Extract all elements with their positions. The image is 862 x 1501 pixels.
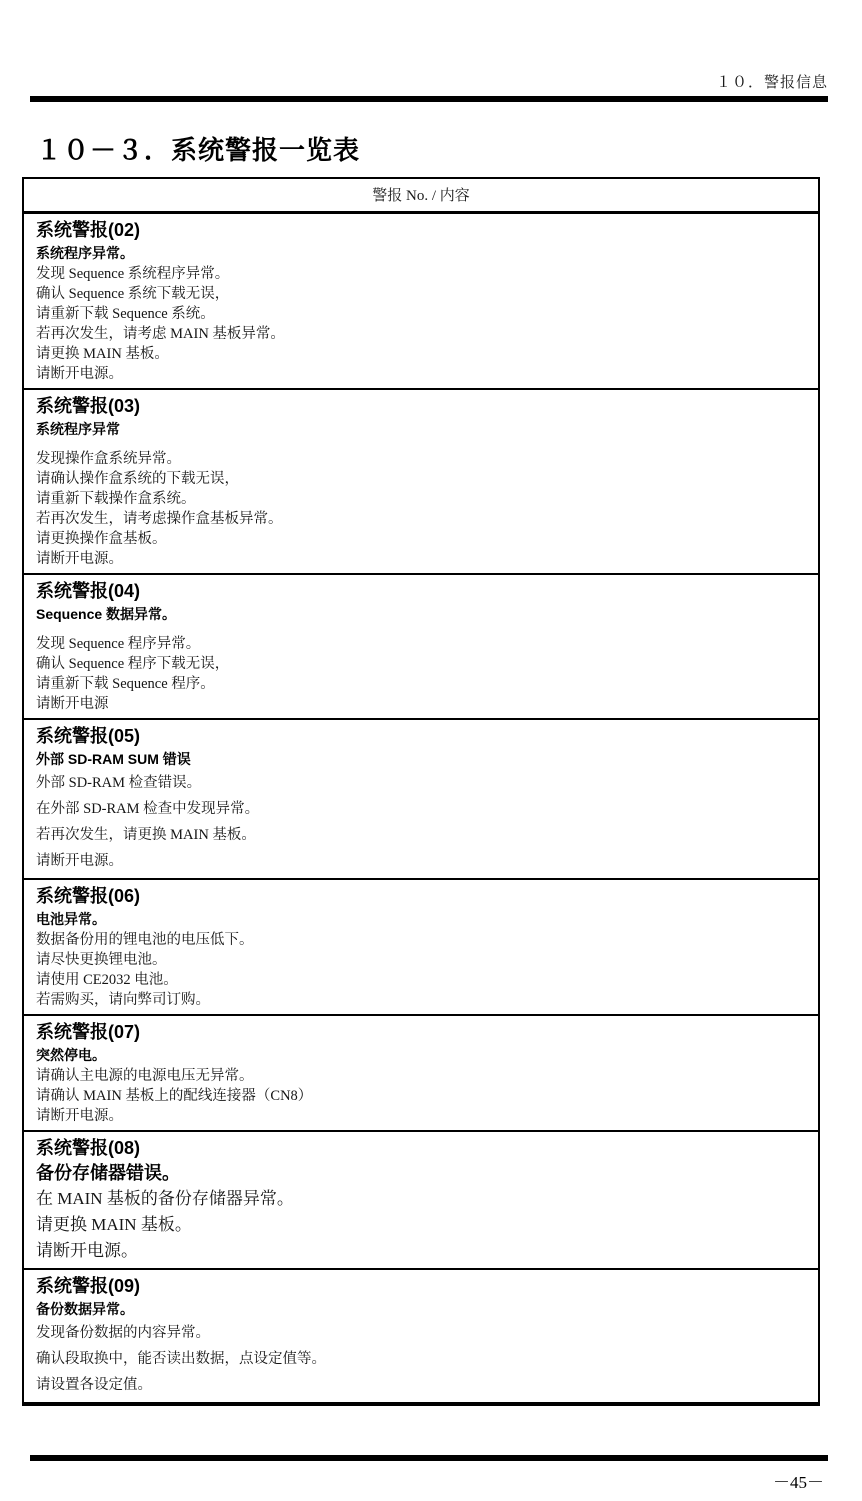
alarm-row-lines bbox=[36, 634, 808, 714]
alarm-line: 在 MAIN 基板的备份存储器异常。 bbox=[36, 1189, 294, 1208]
alarm-row-title: 系统警报(02) bbox=[36, 220, 141, 240]
alarm-line: 在外部 SD-RAM 检查中发现异常。 bbox=[36, 801, 260, 817]
alarm-row-subtitle: 备份存储器错误。 bbox=[36, 1163, 180, 1183]
alarm-row-subtitle: Sequence 数据异常。 bbox=[36, 606, 177, 622]
alarm-row bbox=[24, 575, 818, 720]
alarm-line: 确认 Sequence 程序下载无误， bbox=[36, 656, 230, 672]
alarm-line: 若需购买，请向弊司订购。 bbox=[36, 992, 210, 1008]
alarm-row-subtitle: 外部 SD-RAM SUM 错误 bbox=[36, 751, 191, 767]
header-rule bbox=[30, 96, 828, 102]
alarm-line: 请断开电源。 bbox=[36, 1108, 123, 1124]
alarm-row-title: 系统警报(07) bbox=[36, 1022, 141, 1042]
alarm-row-lines bbox=[36, 1066, 808, 1126]
alarm-row-title: 系统警报(05) bbox=[36, 726, 141, 746]
alarm-row-lines bbox=[36, 264, 808, 384]
alarm-line: 请使用 CE2032 电池。 bbox=[36, 972, 178, 988]
alarm-row-subtitle: 电池异常。 bbox=[36, 911, 106, 927]
alarm-row-subtitle: 系统程序异常。 bbox=[36, 245, 134, 261]
alarm-row-subtitle: 突然停电。 bbox=[36, 1047, 106, 1063]
alarm-row-title: 系统警报(08) bbox=[36, 1138, 141, 1158]
alarm-table-body bbox=[24, 214, 818, 1402]
alarm-line: 请设置各设定值。 bbox=[36, 1377, 152, 1393]
alarm-row-title: 系统警报(06) bbox=[36, 886, 141, 906]
alarm-row bbox=[24, 1132, 818, 1270]
alarm-line: 请断开电源。 bbox=[36, 551, 123, 567]
alarm-row bbox=[24, 880, 818, 1016]
alarm-line: 请重新下载 Sequence 程序。 bbox=[36, 676, 215, 692]
alarm-row-lines bbox=[36, 1186, 808, 1264]
page-number: －45－ bbox=[773, 1473, 824, 1492]
alarm-row bbox=[24, 720, 818, 880]
alarm-line: 请确认主电源的电源电压无异常。 bbox=[36, 1068, 254, 1084]
alarm-line: 外部 SD-RAM 检查错误。 bbox=[36, 775, 202, 791]
alarm-row bbox=[24, 214, 818, 390]
alarm-line: 发现 Sequence 程序异常。 bbox=[36, 636, 201, 652]
alarm-line: 发现操作盒系统异常。 bbox=[36, 451, 181, 467]
alarm-row-lines bbox=[36, 1320, 808, 1398]
running-header-text: １０．警报信息 bbox=[715, 75, 828, 91]
alarm-row-lines bbox=[36, 930, 808, 1010]
running-header bbox=[716, 71, 828, 92]
alarm-row-title: 系统警报(09) bbox=[36, 1276, 141, 1296]
alarm-line: 请重新下载 Sequence 系统。 bbox=[36, 306, 215, 322]
alarm-line: 请更换操作盒基板。 bbox=[36, 531, 167, 547]
alarm-line: 若再次发生，请更换 MAIN 基板。 bbox=[36, 827, 256, 843]
alarm-line: 数据备份用的锂电池的电压低下。 bbox=[36, 932, 254, 948]
alarm-line: 若再次发生，请考虑操作盒基板异常。 bbox=[36, 511, 283, 527]
alarm-line: 发现备份数据的内容异常。 bbox=[36, 1325, 210, 1341]
alarm-line: 请断开电源。 bbox=[36, 853, 123, 869]
alarm-row-subtitle: 系统程序异常 bbox=[36, 421, 120, 437]
alarm-line: 请断开电源。 bbox=[36, 366, 123, 382]
alarm-row bbox=[24, 390, 818, 575]
alarm-line: 请断开电源。 bbox=[36, 1241, 138, 1260]
alarm-row-lines bbox=[36, 770, 808, 874]
alarm-line: 请重新下载操作盒系统。 bbox=[36, 491, 196, 507]
alarm-line: 若再次发生，请考虑 MAIN 基板异常。 bbox=[36, 326, 285, 342]
alarm-line: 请断开电源 bbox=[36, 696, 109, 712]
alarm-row-lines bbox=[36, 449, 808, 569]
alarm-line: 请尽快更换锂电池。 bbox=[36, 952, 167, 968]
alarm-table bbox=[22, 177, 820, 1406]
alarm-line: 发现 Sequence 系统程序异常。 bbox=[36, 266, 230, 282]
alarm-table-header: 警报 No. / 内容 bbox=[24, 179, 818, 214]
alarm-line: 请确认 MAIN 基板上的配线连接器（CN8） bbox=[36, 1088, 313, 1104]
alarm-line: 请更换 MAIN 基板。 bbox=[36, 346, 169, 362]
alarm-row-subtitle: 备份数据异常。 bbox=[36, 1301, 134, 1317]
alarm-line: 确认段取换中，能否读出数据，点设定值等。 bbox=[36, 1351, 326, 1367]
alarm-line: 确认 Sequence 系统下载无误， bbox=[36, 286, 230, 302]
alarm-row bbox=[24, 1270, 818, 1402]
footer-rule bbox=[30, 1455, 828, 1461]
alarm-row-title: 系统警报(03) bbox=[36, 396, 141, 416]
alarm-row bbox=[24, 1016, 818, 1132]
alarm-line: 请确认操作盒系统的下载无误， bbox=[36, 471, 239, 487]
alarm-row-title: 系统警报(04) bbox=[36, 581, 141, 601]
alarm-line: 请更换 MAIN 基板。 bbox=[36, 1215, 192, 1234]
section-title: １０－３．系统警报一览表 bbox=[36, 135, 361, 165]
